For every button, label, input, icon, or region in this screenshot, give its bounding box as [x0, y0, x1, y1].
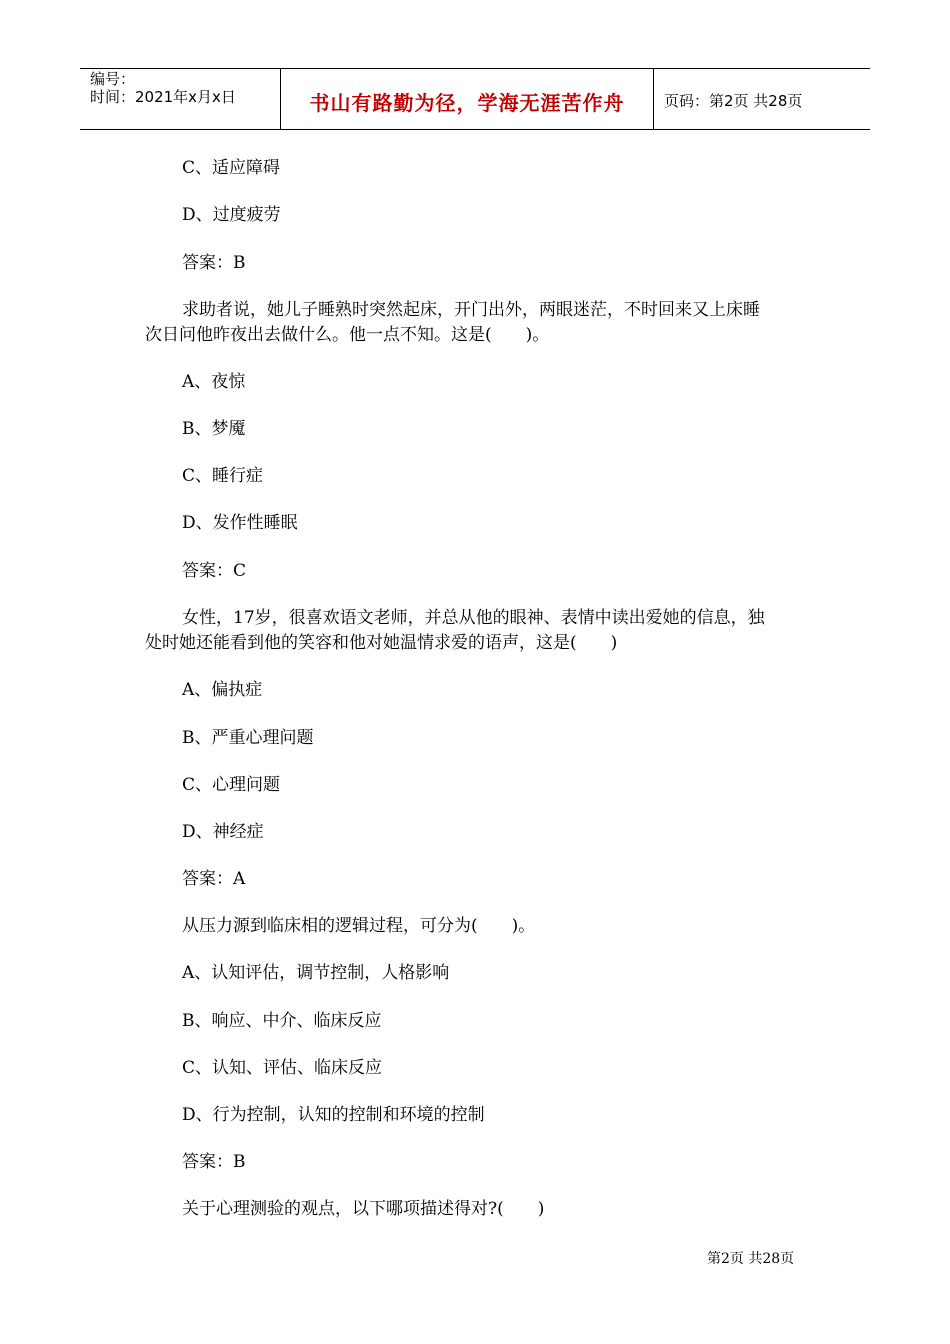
question-text: 从压力源到临床相的逻辑过程，可分为( )。	[182, 916, 536, 936]
header-motto-cell	[281, 69, 654, 129]
header-meta-cell	[80, 69, 281, 129]
date-label: 时间：2021年x月x日	[90, 88, 236, 106]
option-a: A、夜惊	[182, 372, 246, 392]
option-d: D、行为控制，认知的控制和环境的控制	[182, 1105, 485, 1125]
serial-number-label: 编号：	[90, 70, 136, 88]
question-text-cont: 次日问他昨夜出去做什么。他一点不知。这是( )。	[145, 325, 550, 345]
page-footer: 第2页 共28页	[707, 1251, 795, 1267]
answer: 答案：B	[182, 253, 246, 273]
option-c: C、睡行症	[182, 466, 264, 486]
option-b: B、梦魇	[182, 419, 246, 439]
motto-text: 书山有路勤为径，学海无涯苦作舟	[309, 91, 625, 115]
question-text: 女性，17岁，很喜欢语文老师，并总从他的眼神、表情中读出爱她的信息，独	[182, 608, 765, 628]
option-b: B、严重心理问题	[182, 728, 314, 748]
answer: 答案：C	[182, 561, 247, 581]
header-page-label: 页码：第2页 共28页	[664, 92, 803, 110]
option-d: D、神经症	[182, 822, 264, 842]
option-a: A、认知评估，调节控制，人格影响	[182, 963, 450, 983]
question-text-cont: 处时她还能看到他的笑容和他对她温情求爱的语声，这是( )	[145, 633, 618, 653]
option-d: D、发作性睡眠	[182, 513, 298, 533]
question-text: 关于心理测验的观点，以下哪项描述得对?( )	[182, 1199, 545, 1219]
answer: 答案：B	[182, 1152, 246, 1172]
question-text: 求助者说，她儿子睡熟时突然起床，开门出外，两眼迷茫，不时回来又上床睡	[182, 300, 760, 320]
option-b: B、响应、中介、临床反应	[182, 1011, 382, 1031]
option-d: D、过度疲劳	[182, 205, 281, 225]
option-c: C、适应障碍	[182, 158, 281, 178]
option-c: C、认知、评估、临床反应	[182, 1058, 383, 1078]
header-page-cell	[654, 69, 870, 129]
option-a: A、偏执症	[182, 680, 263, 700]
option-c: C、心理问题	[182, 775, 281, 795]
page-header	[80, 68, 870, 130]
answer: 答案：A	[182, 869, 246, 889]
